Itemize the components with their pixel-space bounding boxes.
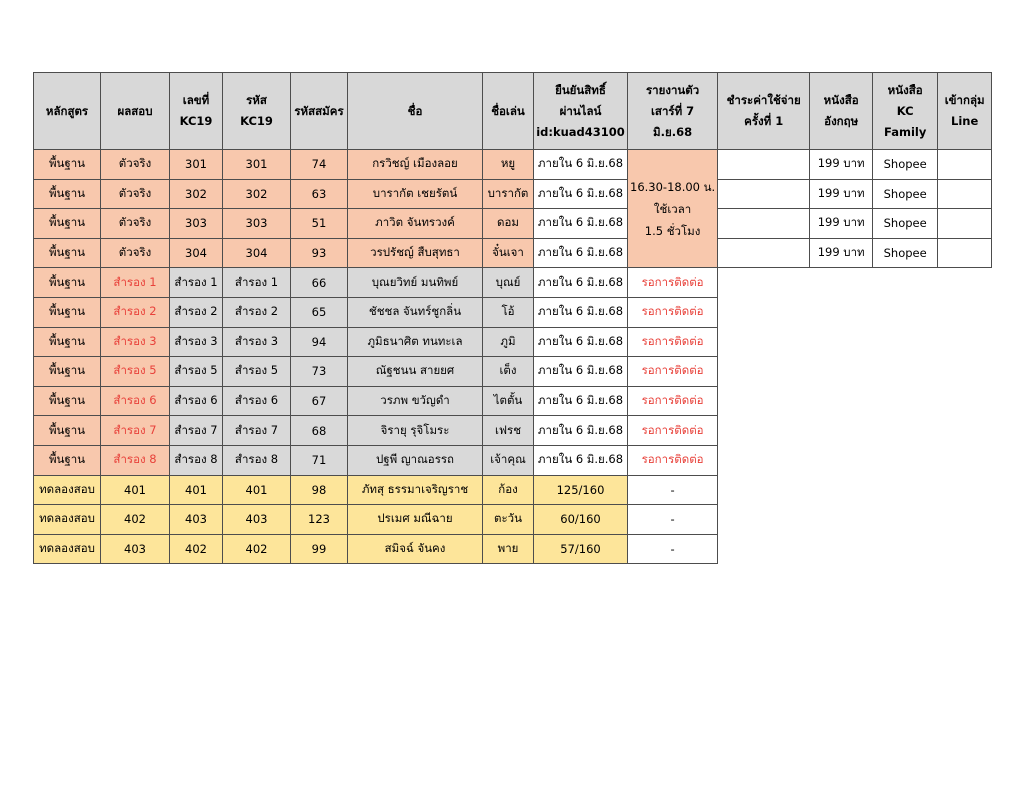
result-cell: สำรอง 7 bbox=[101, 416, 170, 446]
status-cell: รอการติดต่อ bbox=[628, 445, 718, 475]
header-book-en: หนังสือ อังกฤษ bbox=[810, 73, 873, 150]
course-cell: ทดลองสอบ bbox=[34, 534, 101, 564]
nickname-cell: เฟรช bbox=[483, 416, 534, 446]
no-cell: สำรอง 2 bbox=[170, 297, 223, 327]
no-cell: สำรอง 5 bbox=[170, 357, 223, 387]
table-row bbox=[34, 505, 992, 535]
status-cell: รอการติดต่อ bbox=[628, 416, 718, 446]
book-en-cell: 199 บาท bbox=[810, 150, 873, 180]
table-row bbox=[34, 327, 992, 357]
status-cell: - bbox=[628, 475, 718, 505]
score-cell: 60/160 bbox=[534, 505, 628, 535]
nickname-cell: บารากัต bbox=[483, 179, 534, 209]
empty-cell bbox=[718, 268, 810, 298]
empty-cell bbox=[938, 268, 992, 298]
table-row bbox=[34, 209, 992, 239]
applicant-code-cell: 65 bbox=[291, 297, 348, 327]
empty-cell bbox=[718, 416, 810, 446]
result-cell: 401 bbox=[101, 475, 170, 505]
code-cell: 302 bbox=[223, 179, 291, 209]
no-cell: สำรอง 7 bbox=[170, 416, 223, 446]
result-cell: ตัวจริง bbox=[101, 238, 170, 268]
confirm-cell: ภายใน 6 มิ.ย.68 bbox=[534, 209, 628, 239]
empty-cell bbox=[810, 534, 873, 564]
session-line: ใช้เวลา bbox=[653, 201, 692, 216]
status-cell: รอการติดต่อ bbox=[628, 268, 718, 298]
status-cell: รอการติดต่อ bbox=[628, 357, 718, 387]
course-cell: ทดลองสอบ bbox=[34, 505, 101, 535]
no-cell: สำรอง 1 bbox=[170, 268, 223, 298]
name-cell: ปรเมศ มณีฉาย bbox=[348, 505, 483, 535]
applicant-code-cell: 123 bbox=[291, 505, 348, 535]
code-cell: สำรอง 2 bbox=[223, 297, 291, 327]
line-group-cell bbox=[938, 150, 992, 180]
applicant-code-cell: 94 bbox=[291, 327, 348, 357]
code-cell: สำรอง 3 bbox=[223, 327, 291, 357]
nickname-cell: จั๋นเจา bbox=[483, 238, 534, 268]
header-nickname: ชื่อเล่น bbox=[483, 73, 534, 150]
no-cell: 303 bbox=[170, 209, 223, 239]
table-row bbox=[34, 357, 992, 387]
empty-cell bbox=[938, 534, 992, 564]
payment-cell bbox=[718, 238, 810, 268]
applicant-code-cell: 93 bbox=[291, 238, 348, 268]
applicant-code-cell: 63 bbox=[291, 179, 348, 209]
name-cell: ภูมิธนาศิต ทนทะเล bbox=[348, 327, 483, 357]
applicant-code-cell: 74 bbox=[291, 150, 348, 180]
book-kc-cell: Shopee bbox=[873, 238, 938, 268]
name-cell: ภาวิต จันทรวงค์ bbox=[348, 209, 483, 239]
header-applicant-code: รหัสสมัคร bbox=[291, 73, 348, 150]
name-cell: บารากัต เชยรัตน์ bbox=[348, 179, 483, 209]
header-book-kc: หนังสือ KC Family bbox=[873, 73, 938, 150]
confirm-cell: ภายใน 6 มิ.ย.68 bbox=[534, 327, 628, 357]
confirm-cell: ภายใน 6 มิ.ย.68 bbox=[534, 238, 628, 268]
name-cell: ปฐพี ญาณอรรถ bbox=[348, 445, 483, 475]
status-cell: - bbox=[628, 534, 718, 564]
result-cell: ตัวจริง bbox=[101, 209, 170, 239]
course-cell: พื้นฐาน bbox=[34, 238, 101, 268]
code-cell: 303 bbox=[223, 209, 291, 239]
empty-cell bbox=[810, 445, 873, 475]
nickname-cell: หยู bbox=[483, 150, 534, 180]
name-cell: จิรายุ รุจิโมระ bbox=[348, 416, 483, 446]
nickname-cell: ดอม bbox=[483, 209, 534, 239]
table-row bbox=[34, 386, 992, 416]
empty-cell bbox=[873, 327, 938, 357]
code-cell: สำรอง 8 bbox=[223, 445, 291, 475]
result-cell: 402 bbox=[101, 505, 170, 535]
course-cell: ทดลองสอบ bbox=[34, 475, 101, 505]
no-cell: 403 bbox=[170, 505, 223, 535]
course-cell: พื้นฐาน bbox=[34, 327, 101, 357]
table-row bbox=[34, 179, 992, 209]
table-row bbox=[34, 238, 992, 268]
applicant-code-cell: 66 bbox=[291, 268, 348, 298]
header-code-kc19: รหัส KC19 bbox=[223, 73, 291, 150]
code-cell: 402 bbox=[223, 534, 291, 564]
name-cell: วรปรัชญ์ สืบสุทธา bbox=[348, 238, 483, 268]
header-confirm: ยืนยันสิทธิ์ ผ่านไลน์ id:kuad43100 bbox=[534, 73, 628, 150]
empty-cell bbox=[938, 416, 992, 446]
course-cell: พื้นฐาน bbox=[34, 445, 101, 475]
applicant-code-cell: 73 bbox=[291, 357, 348, 387]
confirm-cell: ภายใน 6 มิ.ย.68 bbox=[534, 416, 628, 446]
header-line-group: เข้ากลุ่ม Line bbox=[938, 73, 992, 150]
course-cell: พื้นฐาน bbox=[34, 297, 101, 327]
result-cell: ตัวจริง bbox=[101, 150, 170, 180]
empty-cell bbox=[873, 297, 938, 327]
result-cell: สำรอง 3 bbox=[101, 327, 170, 357]
book-en-cell: 199 บาท bbox=[810, 238, 873, 268]
result-cell: สำรอง 1 bbox=[101, 268, 170, 298]
book-kc-cell: Shopee bbox=[873, 209, 938, 239]
course-cell: พื้นฐาน bbox=[34, 357, 101, 387]
empty-cell bbox=[873, 475, 938, 505]
empty-cell bbox=[810, 268, 873, 298]
status-cell: รอการติดต่อ bbox=[628, 386, 718, 416]
no-cell: สำรอง 8 bbox=[170, 445, 223, 475]
header-result: ผลสอบ bbox=[101, 73, 170, 150]
score-cell: 57/160 bbox=[534, 534, 628, 564]
name-cell: บุณยวิทย์ มนทิพย์ bbox=[348, 268, 483, 298]
score-cell: 125/160 bbox=[534, 475, 628, 505]
code-cell: 304 bbox=[223, 238, 291, 268]
empty-cell bbox=[938, 475, 992, 505]
course-cell: พื้นฐาน bbox=[34, 179, 101, 209]
confirm-cell: ภายใน 6 มิ.ย.68 bbox=[534, 386, 628, 416]
empty-cell bbox=[718, 534, 810, 564]
nickname-cell: พาย bbox=[483, 534, 534, 564]
book-en-cell: 199 บาท bbox=[810, 209, 873, 239]
header-name: ชื่อ bbox=[348, 73, 483, 150]
empty-cell bbox=[718, 357, 810, 387]
nickname-cell: บุณย์ bbox=[483, 268, 534, 298]
no-cell: 302 bbox=[170, 179, 223, 209]
nickname-cell: เต็ง bbox=[483, 357, 534, 387]
no-cell: สำรอง 3 bbox=[170, 327, 223, 357]
confirm-cell: ภายใน 6 มิ.ย.68 bbox=[534, 297, 628, 327]
empty-cell bbox=[718, 445, 810, 475]
code-cell: สำรอง 7 bbox=[223, 416, 291, 446]
no-cell: 401 bbox=[170, 475, 223, 505]
result-cell: สำรอง 5 bbox=[101, 357, 170, 387]
no-cell: 402 bbox=[170, 534, 223, 564]
empty-cell bbox=[810, 297, 873, 327]
empty-cell bbox=[873, 416, 938, 446]
confirm-cell: ภายใน 6 มิ.ย.68 bbox=[534, 179, 628, 209]
name-cell: สมิจฉ์ จันคง bbox=[348, 534, 483, 564]
name-cell: กรวิชญ์ เมืองลอย bbox=[348, 150, 483, 180]
empty-cell bbox=[873, 357, 938, 387]
empty-cell bbox=[938, 357, 992, 387]
nickname-cell: โอ้ bbox=[483, 297, 534, 327]
no-cell: 301 bbox=[170, 150, 223, 180]
empty-cell bbox=[718, 475, 810, 505]
no-cell: 304 bbox=[170, 238, 223, 268]
nickname-cell: ภูมิ bbox=[483, 327, 534, 357]
book-kc-cell: Shopee bbox=[873, 150, 938, 180]
applicant-code-cell: 68 bbox=[291, 416, 348, 446]
empty-cell bbox=[873, 505, 938, 535]
confirm-cell: ภายใน 6 มิ.ย.68 bbox=[534, 150, 628, 180]
course-cell: พื้นฐาน bbox=[34, 268, 101, 298]
book-en-cell: 199 บาท bbox=[810, 179, 873, 209]
status-cell: รอการติดต่อ bbox=[628, 297, 718, 327]
table-row bbox=[34, 150, 992, 180]
name-cell: ภัทสุ ธรรมาเจริญราช bbox=[348, 475, 483, 505]
result-cell: ตัวจริง bbox=[101, 179, 170, 209]
report-session-cell bbox=[628, 150, 718, 268]
course-cell: พื้นฐาน bbox=[34, 386, 101, 416]
empty-cell bbox=[810, 386, 873, 416]
empty-cell bbox=[873, 268, 938, 298]
empty-cell bbox=[938, 297, 992, 327]
nickname-cell: ก้อง bbox=[483, 475, 534, 505]
table-row bbox=[34, 416, 992, 446]
code-cell: 401 bbox=[223, 475, 291, 505]
empty-cell bbox=[718, 505, 810, 535]
payment-cell bbox=[718, 209, 810, 239]
session-line: 16.30-18.00 น. bbox=[630, 179, 716, 194]
empty-cell bbox=[810, 416, 873, 446]
table-row bbox=[34, 268, 992, 298]
status-cell: รอการติดต่อ bbox=[628, 327, 718, 357]
line-group-cell bbox=[938, 238, 992, 268]
header-row bbox=[34, 73, 992, 150]
code-cell: สำรอง 5 bbox=[223, 357, 291, 387]
empty-cell bbox=[938, 445, 992, 475]
table-row bbox=[34, 445, 992, 475]
result-cell: สำรอง 6 bbox=[101, 386, 170, 416]
book-kc-cell: Shopee bbox=[873, 179, 938, 209]
header-course: หลักสูตร bbox=[34, 73, 101, 150]
table-row bbox=[34, 297, 992, 327]
name-cell: ณัฐชนน สายยศ bbox=[348, 357, 483, 387]
code-cell: 403 bbox=[223, 505, 291, 535]
empty-cell bbox=[810, 505, 873, 535]
empty-cell bbox=[873, 534, 938, 564]
empty-cell bbox=[938, 505, 992, 535]
course-cell: พื้นฐาน bbox=[34, 150, 101, 180]
result-cell: สำรอง 2 bbox=[101, 297, 170, 327]
nickname-cell: เจ้าคุณ bbox=[483, 445, 534, 475]
confirm-cell: ภายใน 6 มิ.ย.68 bbox=[534, 445, 628, 475]
confirm-cell: ภายใน 6 มิ.ย.68 bbox=[534, 268, 628, 298]
result-cell: สำรอง 8 bbox=[101, 445, 170, 475]
empty-cell bbox=[718, 386, 810, 416]
payment-cell bbox=[718, 179, 810, 209]
session-line: 1.5 ชั่วโมง bbox=[644, 223, 701, 238]
code-cell: สำรอง 6 bbox=[223, 386, 291, 416]
applicant-code-cell: 51 bbox=[291, 209, 348, 239]
code-cell: สำรอง 1 bbox=[223, 268, 291, 298]
empty-cell bbox=[718, 327, 810, 357]
applicant-code-cell: 99 bbox=[291, 534, 348, 564]
nickname-cell: ตะวัน bbox=[483, 505, 534, 535]
empty-cell bbox=[718, 297, 810, 327]
name-cell: วรภพ ขวัญดำ bbox=[348, 386, 483, 416]
no-cell: สำรอง 6 bbox=[170, 386, 223, 416]
status-cell: - bbox=[628, 505, 718, 535]
line-group-cell bbox=[938, 179, 992, 209]
empty-cell bbox=[810, 475, 873, 505]
header-no-kc19: เลขที่ KC19 bbox=[170, 73, 223, 150]
results-table bbox=[33, 72, 992, 564]
course-cell: พื้นฐาน bbox=[34, 209, 101, 239]
empty-cell bbox=[810, 327, 873, 357]
nickname-cell: ไตตั้น bbox=[483, 386, 534, 416]
applicant-code-cell: 98 bbox=[291, 475, 348, 505]
applicant-code-cell: 71 bbox=[291, 445, 348, 475]
course-cell: พื้นฐาน bbox=[34, 416, 101, 446]
header-report: รายงานตัว เสาร์ที่ 7 มิ.ย.68 bbox=[628, 73, 718, 150]
name-cell: ชัชชล จันทร์ชูกลิ่น bbox=[348, 297, 483, 327]
line-group-cell bbox=[938, 209, 992, 239]
confirm-cell: ภายใน 6 มิ.ย.68 bbox=[534, 357, 628, 387]
table-row bbox=[34, 534, 992, 564]
empty-cell bbox=[938, 327, 992, 357]
table-row bbox=[34, 475, 992, 505]
empty-cell bbox=[873, 445, 938, 475]
payment-cell bbox=[718, 150, 810, 180]
applicant-code-cell: 67 bbox=[291, 386, 348, 416]
empty-cell bbox=[938, 386, 992, 416]
code-cell: 301 bbox=[223, 150, 291, 180]
empty-cell bbox=[873, 386, 938, 416]
result-cell: 403 bbox=[101, 534, 170, 564]
header-payment: ชำระค่าใช้จ่าย ครั้งที่ 1 bbox=[718, 73, 810, 150]
empty-cell bbox=[810, 357, 873, 387]
